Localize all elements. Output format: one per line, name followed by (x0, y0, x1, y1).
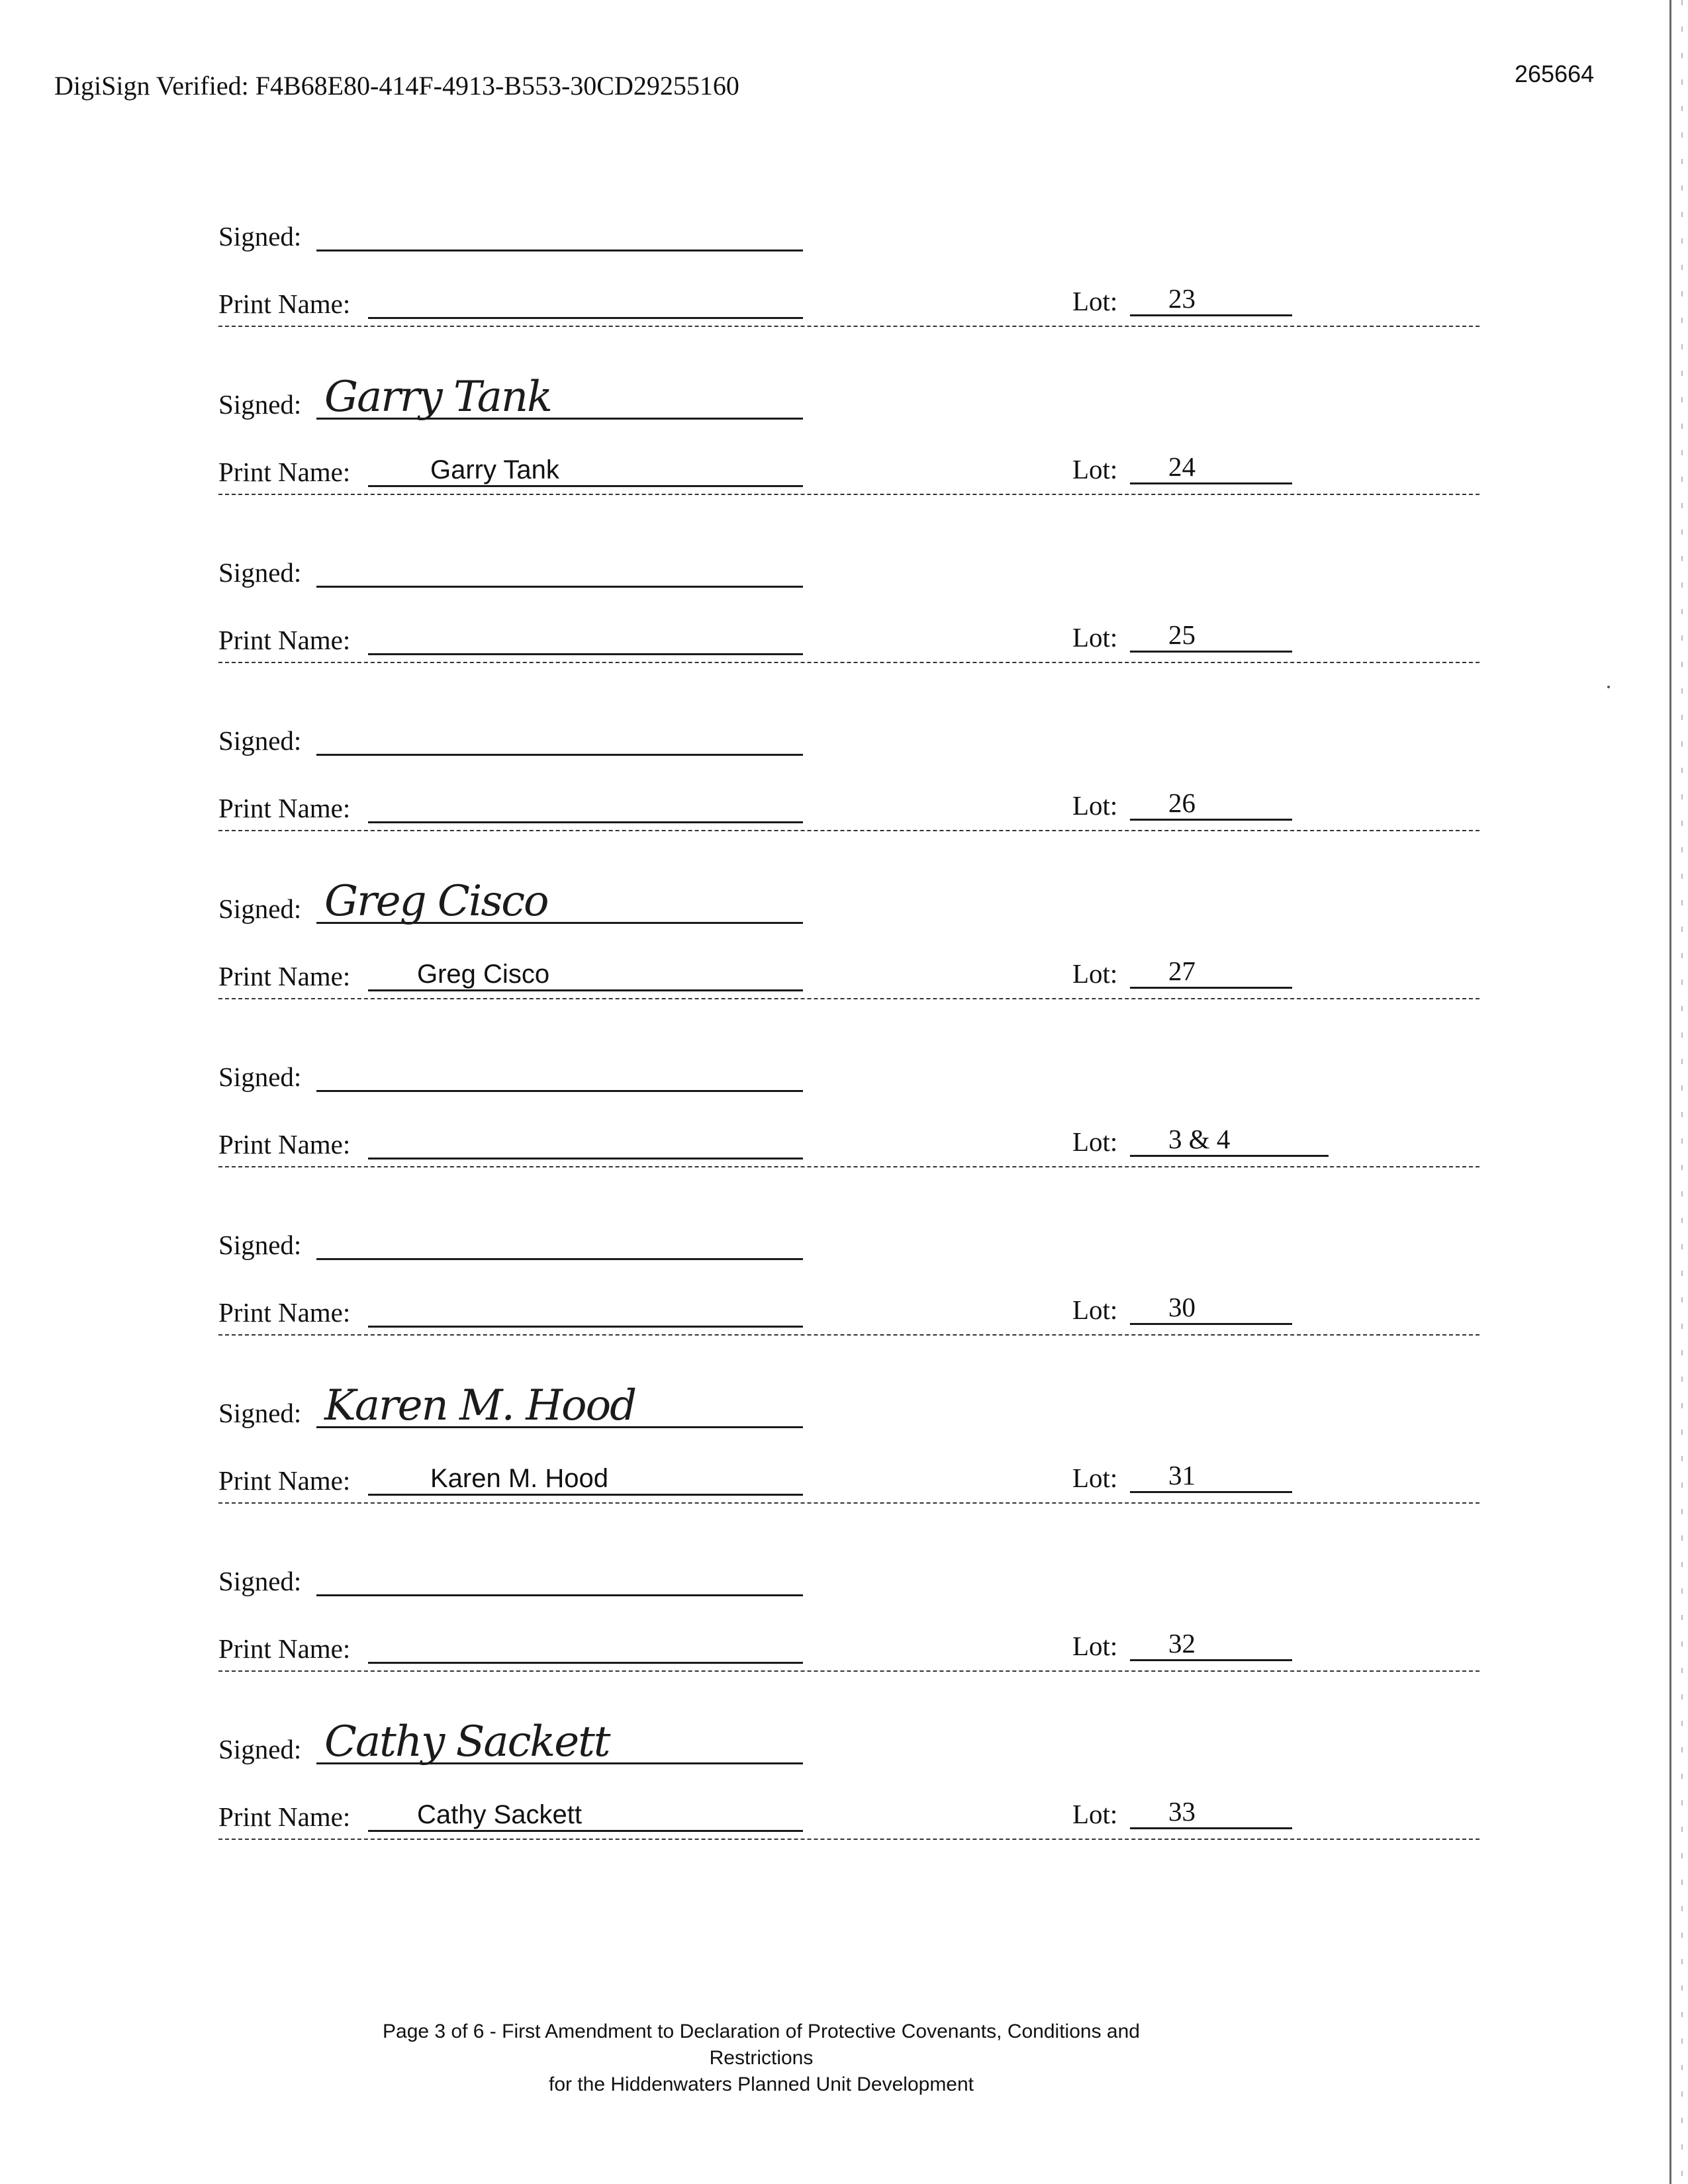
print-name-label: Print Name: (218, 1129, 351, 1160)
signed-label: Signed: (218, 1398, 302, 1428)
print-name-line[interactable] (368, 485, 803, 487)
print-name-line[interactable] (368, 1158, 803, 1160)
lot-number: 27 (1168, 956, 1196, 986)
dashed-separator (218, 662, 1479, 663)
lot-line[interactable] (1130, 1827, 1292, 1829)
dashed-separator (218, 1166, 1479, 1167)
lot-line[interactable] (1130, 314, 1292, 316)
signature-entry (218, 373, 1486, 548)
lot-row (1072, 277, 1350, 316)
dashed-separator (218, 1670, 1479, 1672)
handwritten-signature: Karen M. Hood (324, 1381, 636, 1430)
signature-line[interactable] (316, 250, 803, 251)
handwritten-signature: Greg Cisco (324, 877, 548, 926)
signed-row (218, 716, 947, 756)
print-name-row (218, 1288, 947, 1328)
lot-row (1072, 1117, 1350, 1157)
signed-label: Signed: (218, 389, 302, 420)
signed-label: Signed: (218, 893, 302, 924)
print-name-line[interactable] (368, 653, 803, 655)
print-name-line[interactable] (368, 989, 803, 991)
lot-line[interactable] (1130, 1659, 1292, 1661)
print-name-line[interactable] (368, 317, 803, 319)
lot-label: Lot: (1072, 1799, 1118, 1829)
handwritten-signature: Garry Tank (324, 373, 551, 422)
signed-row (218, 1220, 947, 1260)
lot-row (1072, 1453, 1350, 1493)
dashed-separator (218, 1502, 1479, 1504)
print-name-label: Print Name: (218, 625, 351, 655)
print-name-line[interactable] (368, 1326, 803, 1328)
lot-label: Lot: (1072, 790, 1118, 821)
print-name-row (218, 784, 947, 823)
lot-label: Lot: (1072, 1295, 1118, 1325)
lot-number: 24 (1168, 451, 1196, 482)
signed-row (218, 877, 947, 926)
print-name-label: Print Name: (218, 961, 351, 991)
lot-row (1072, 949, 1350, 989)
print-name-row (218, 1120, 947, 1160)
signed-label: Signed: (218, 1734, 302, 1764)
lot-number: 31 (1168, 1460, 1196, 1490)
signature-entry (218, 716, 1486, 884)
dashed-separator (218, 1839, 1479, 1840)
print-name-label: Print Name: (218, 1801, 351, 1832)
signed-row (218, 548, 947, 588)
lot-line[interactable] (1130, 482, 1292, 484)
signed-row (218, 1381, 947, 1430)
lot-line[interactable] (1130, 819, 1292, 821)
signature-line[interactable] (316, 1090, 803, 1092)
lot-number: 23 (1168, 283, 1196, 314)
signature-entry (218, 1557, 1486, 1725)
signature-entry (218, 548, 1486, 716)
signed-label: Signed: (218, 557, 302, 588)
signature-line[interactable] (316, 1258, 803, 1260)
print-name-label: Print Name: (218, 457, 351, 487)
printed-name: Greg Cisco (417, 960, 550, 989)
print-name-row (218, 1456, 947, 1496)
scan-edge-line (1669, 0, 1671, 2184)
signature-entry (218, 212, 1486, 380)
lot-label: Lot: (1072, 622, 1118, 653)
signature-line[interactable] (316, 754, 803, 756)
lot-row (1072, 1621, 1350, 1661)
lot-label: Lot: (1072, 454, 1118, 484)
signature-line[interactable] (316, 586, 803, 588)
printed-name: Cathy Sackett (417, 1800, 583, 1829)
lot-number: 25 (1168, 619, 1196, 650)
print-name-label: Print Name: (218, 289, 351, 319)
handwritten-signature: Cathy Sackett (324, 1717, 610, 1766)
lot-label: Lot: (1072, 286, 1118, 316)
signature-line[interactable] (316, 1594, 803, 1596)
lot-number: 26 (1168, 788, 1196, 818)
page-footer (331, 2019, 1192, 2098)
signed-row (218, 1557, 947, 1596)
signed-label: Signed: (218, 221, 302, 251)
lot-label: Lot: (1072, 1463, 1118, 1493)
dashed-separator (218, 998, 1479, 999)
lot-number: 33 (1168, 1796, 1196, 1827)
print-name-label: Print Name: (218, 1297, 351, 1328)
print-name-row (218, 615, 947, 655)
dashed-separator (218, 830, 1479, 831)
digisign-verification: DigiSign Verified: F4B68E80-414F-4913-B553-30CD29255160 (54, 71, 739, 101)
signed-row (218, 1717, 947, 1766)
signed-row (218, 212, 947, 251)
signed-row (218, 1052, 947, 1092)
document-number: 265664 (1515, 60, 1595, 87)
printed-name: Garry Tank (430, 455, 559, 484)
print-name-label: Print Name: (218, 1633, 351, 1664)
print-name-row (218, 1792, 947, 1832)
print-name-line[interactable] (368, 1662, 803, 1664)
footer-line-2: for the Hiddenwaters Planned Unit Development (548, 2073, 974, 2095)
scan-speck (1607, 686, 1610, 688)
lot-line[interactable] (1130, 987, 1292, 989)
footer-line-1: Page 3 of 6 - First Amendment to Declaration of Protective Covenants, Conditions and Restrictions (383, 2021, 1140, 2069)
signature-entry (218, 1052, 1486, 1220)
signature-entry (218, 877, 1486, 1052)
print-name-row (218, 952, 947, 991)
lot-row (1072, 613, 1350, 653)
lot-line[interactable] (1130, 1491, 1292, 1493)
signed-label: Signed: (218, 1230, 302, 1260)
print-name-line[interactable] (368, 1494, 803, 1496)
signed-row (218, 373, 947, 422)
print-name-row (218, 1624, 947, 1664)
print-name-row (218, 447, 947, 487)
lot-number: 32 (1168, 1628, 1196, 1659)
signature-entry (218, 1220, 1486, 1388)
print-name-label: Print Name: (218, 793, 351, 823)
lot-line[interactable] (1130, 1155, 1329, 1157)
signature-entry (218, 1381, 1486, 1557)
lot-row (1072, 781, 1350, 821)
print-name-label: Print Name: (218, 1465, 351, 1496)
print-name-line[interactable] (368, 1830, 803, 1832)
printed-name: Karen M. Hood (430, 1464, 609, 1493)
print-name-line[interactable] (368, 821, 803, 823)
signed-label: Signed: (218, 1062, 302, 1092)
dashed-separator (218, 494, 1479, 495)
signature-entry (218, 1717, 1486, 1893)
lot-number: 30 (1168, 1292, 1196, 1322)
scan-edge-marks (1681, 0, 1683, 2184)
lot-number: 3 & 4 (1168, 1124, 1231, 1154)
lot-line[interactable] (1130, 1323, 1292, 1325)
dashed-separator (218, 326, 1479, 327)
lot-label: Lot: (1072, 1126, 1118, 1157)
lot-label: Lot: (1072, 1631, 1118, 1661)
lot-row (1072, 445, 1350, 484)
lot-row (1072, 1790, 1350, 1829)
signed-label: Signed: (218, 725, 302, 756)
dashed-separator (218, 1334, 1479, 1336)
lot-line[interactable] (1130, 651, 1292, 653)
signed-label: Signed: (218, 1566, 302, 1596)
lot-row (1072, 1285, 1350, 1325)
print-name-row (218, 279, 947, 319)
lot-label: Lot: (1072, 958, 1118, 989)
